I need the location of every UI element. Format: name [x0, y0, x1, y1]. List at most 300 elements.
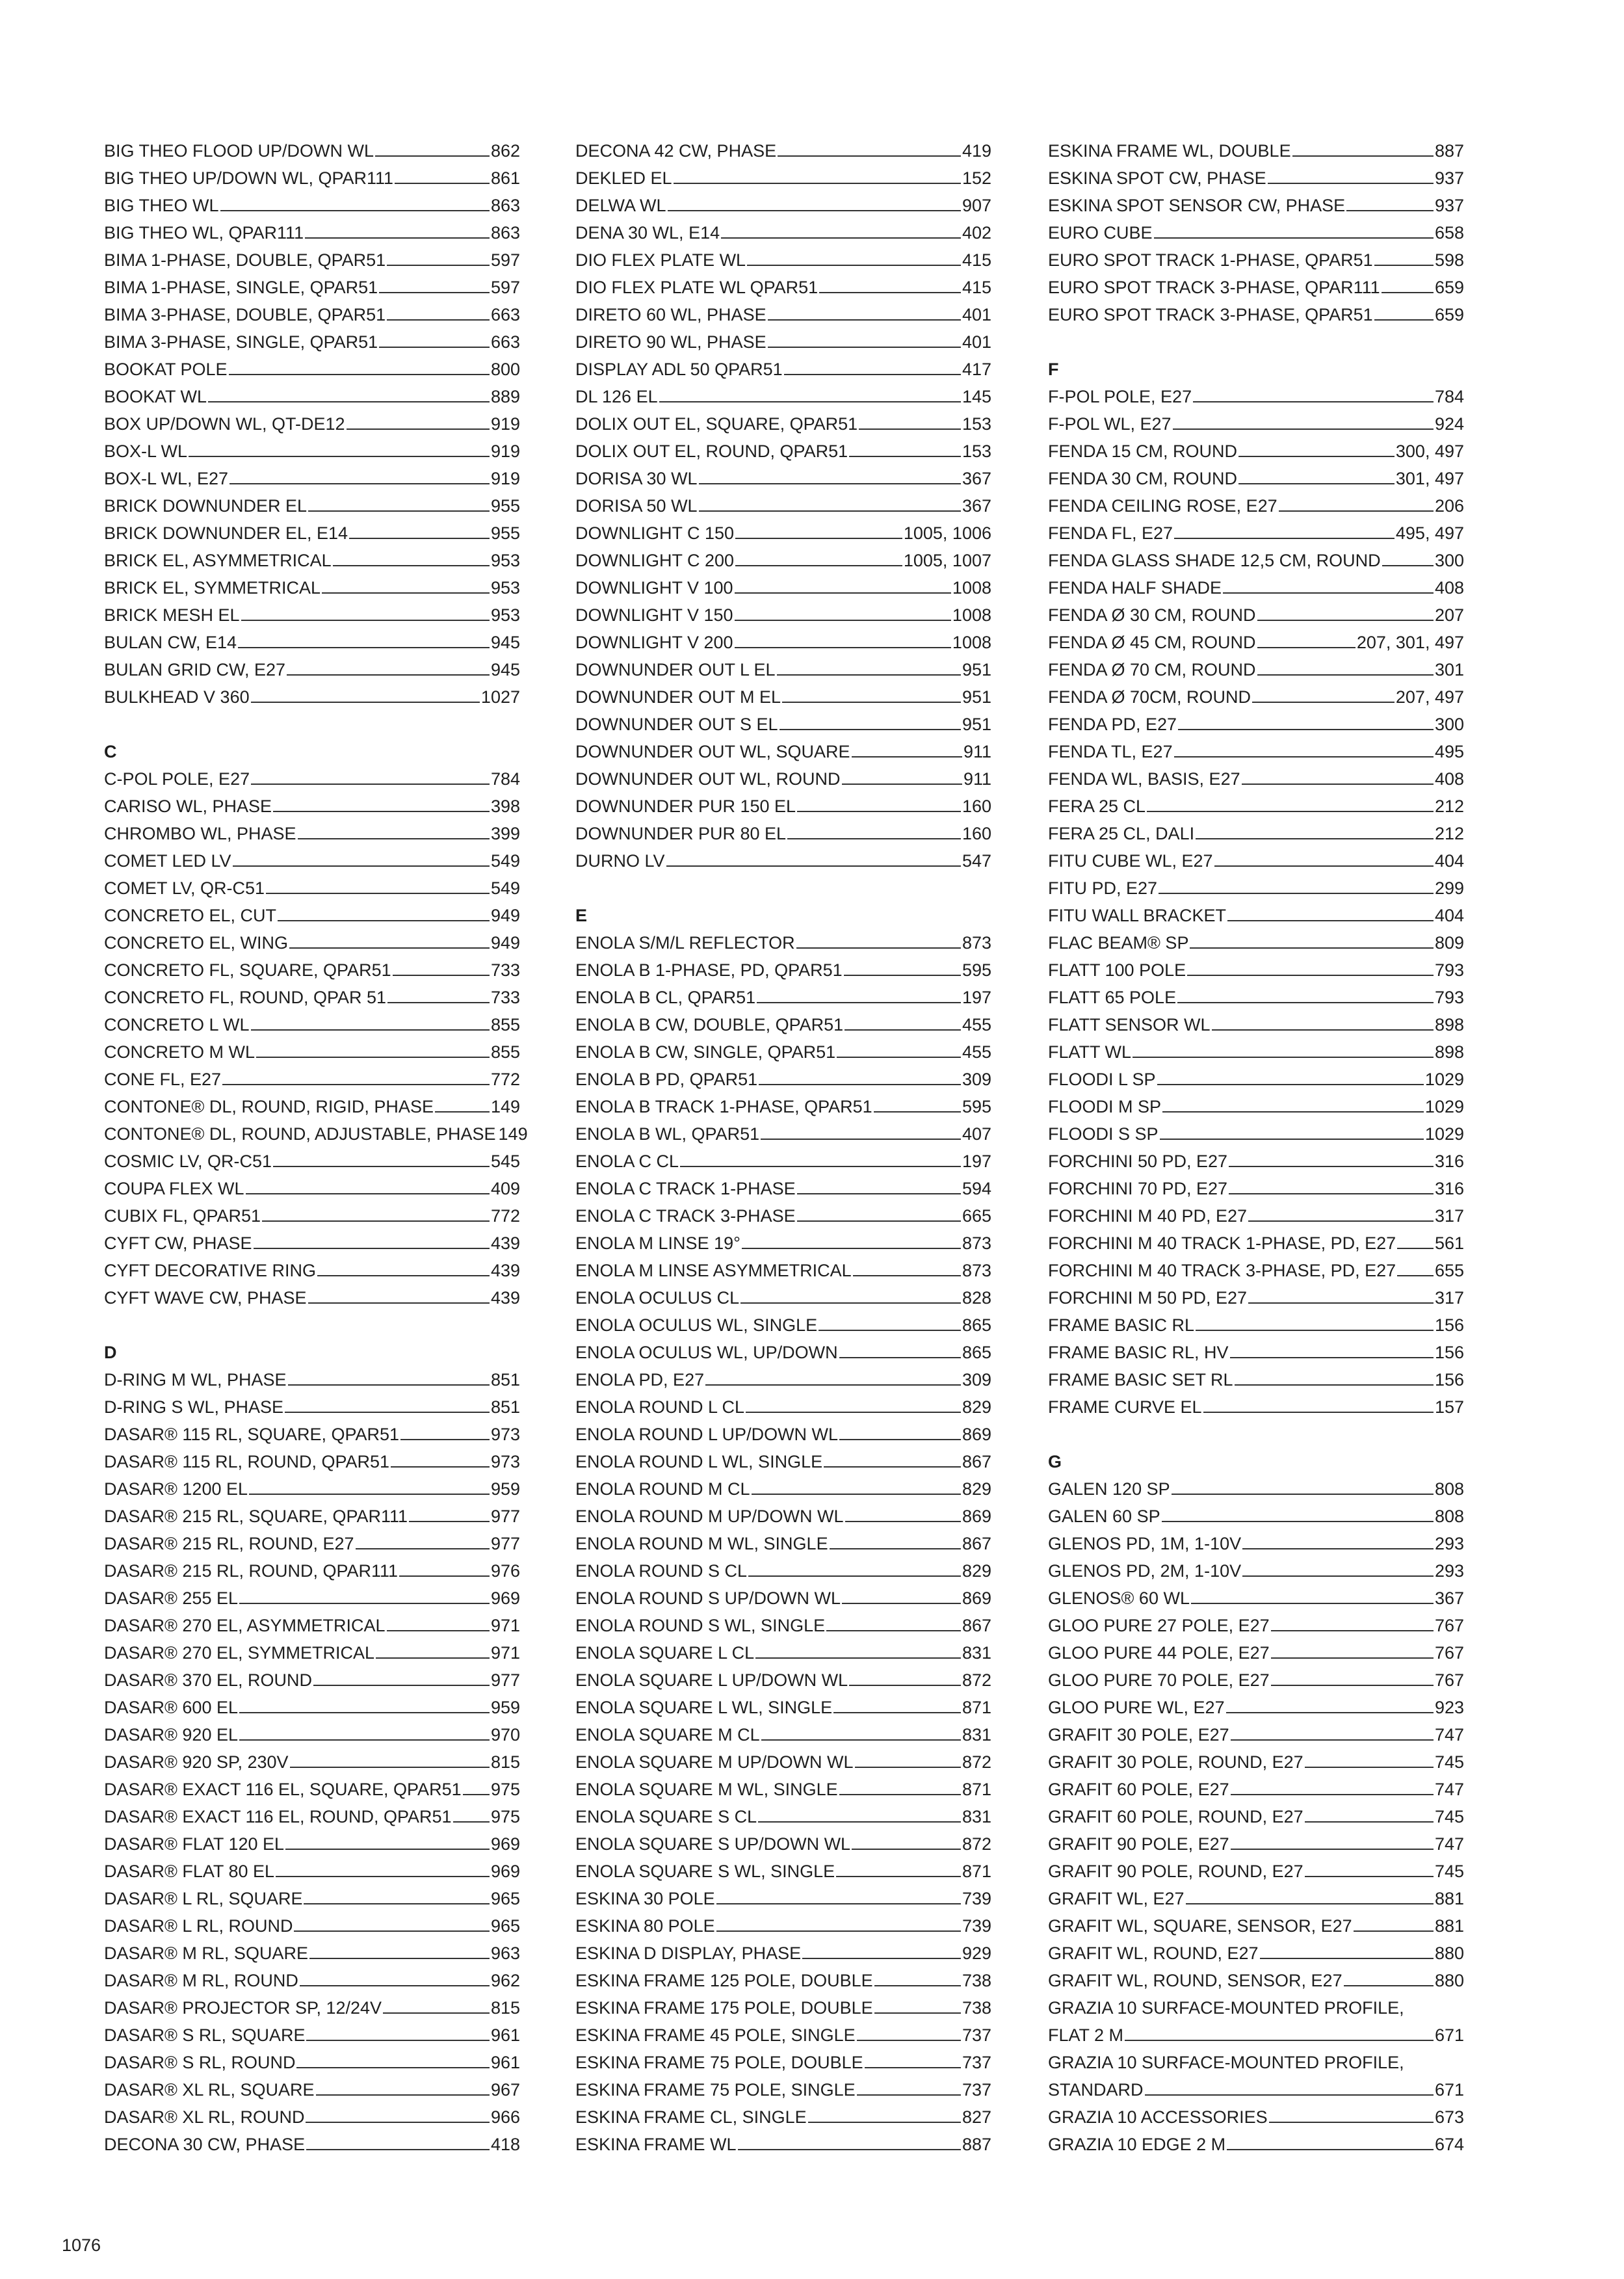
leader-line	[1305, 1858, 1434, 1877]
entry-page: 301	[1434, 660, 1464, 679]
entry-name: D-RING S WL, PHASE	[104, 1397, 284, 1417]
entry-page: 495	[1434, 742, 1464, 761]
entry-name: BOX-L WL, E27	[104, 469, 229, 488]
entry-name: ESKINA SPOT SENSOR CW, PHASE	[1048, 196, 1346, 215]
entry-name: DASAR® PROJECTOR SP, 12/24V	[104, 1998, 382, 2018]
index-entry	[104, 492, 520, 520]
entry-name: BULKHEAD V 360	[104, 687, 250, 707]
index-entry	[1048, 274, 1464, 301]
index-entry	[575, 1639, 991, 1666]
index-column-1	[104, 137, 528, 2158]
entry-name: ENOLA SQUARE M WL, SINGLE	[575, 1780, 838, 1799]
index-entry	[1048, 1666, 1464, 1694]
leader-line	[1354, 1912, 1434, 1932]
leader-line	[254, 1230, 490, 1249]
index-entry	[575, 410, 991, 438]
index-entry	[1048, 1612, 1464, 1639]
entry-name: GRAFIT WL, ROUND, SENSOR, E27	[1048, 1971, 1342, 1990]
entry-page: 1008	[952, 605, 991, 625]
leader-line	[874, 1994, 961, 2014]
entry-page: 975	[490, 1780, 520, 1799]
leader-line	[1174, 738, 1434, 757]
entry-page: 867	[962, 1616, 991, 1635]
entry-name: ENOLA OCULUS WL, SINGLE	[575, 1315, 818, 1335]
index-entry	[104, 793, 520, 820]
entry-page: 951	[962, 660, 991, 679]
entry-name: COUPA FLEX WL	[104, 1179, 244, 1198]
index-entry	[1048, 2131, 1464, 2158]
leader-line	[779, 711, 961, 730]
leader-line	[845, 1503, 961, 1522]
entry-name: CUBIX FL, QPAR51	[104, 1206, 261, 1226]
leader-line	[316, 2076, 490, 2096]
index-entry	[104, 1257, 520, 1284]
entry-page: 784	[490, 769, 520, 789]
entry-page: 808	[1434, 1507, 1464, 1526]
entry-name: GRAZIA 10 SURFACE-MOUNTED PROFILE,	[1048, 2053, 1404, 2072]
leader-line	[857, 2022, 961, 2041]
entry-page: 873	[962, 1233, 991, 1253]
index-entry	[575, 274, 991, 301]
index-entry-line	[1048, 2049, 1464, 2076]
entry-name: CONCRETO FL, ROUND, QPAR 51	[104, 988, 387, 1007]
entry-page: 863	[490, 223, 520, 243]
leader-line	[300, 1967, 490, 1986]
entry-name: GRAFIT WL, SQUARE, SENSOR, E27	[1048, 1916, 1352, 1936]
index-entry	[1048, 410, 1464, 438]
entry-name: GRAFIT 60 POLE, ROUND, E27	[1048, 1807, 1303, 1826]
entry-name: EURO CUBE	[1048, 223, 1153, 243]
entry-page: 971	[490, 1643, 520, 1663]
leader-line	[699, 465, 961, 484]
entry-name: GLOO PURE 44 POLE, E27	[1048, 1643, 1270, 1663]
index-entry-line	[1048, 1994, 1464, 2022]
entry-name: BOOKAT WL	[104, 387, 207, 406]
entry-name: ENOLA B PD, QPAR51	[575, 1070, 758, 1089]
entry-name: COSMIC LV, QR-C51	[104, 1152, 272, 1171]
entry-page: 737	[962, 2025, 991, 2045]
leader-line	[768, 301, 961, 321]
entry-name: ENOLA SQUARE S CL	[575, 1807, 757, 1826]
leader-line	[1271, 1639, 1434, 1659]
entry-page: 808	[1434, 1479, 1464, 1499]
leader-line	[289, 929, 490, 949]
entry-name: DASAR® 1200 EL	[104, 1479, 248, 1499]
index-entry	[575, 383, 991, 410]
entry-name: DASAR® 115 RL, ROUND, QPAR51	[104, 1452, 390, 1471]
entry-name: STANDARD	[1048, 2080, 1144, 2100]
leader-line	[256, 1038, 490, 1058]
entry-page: 953	[490, 551, 520, 570]
index-entry	[575, 738, 991, 765]
index-entry	[104, 956, 520, 984]
entry-name: C-POL POLE, E27	[104, 769, 250, 789]
index-entry	[575, 1038, 991, 1066]
leader-line	[313, 1666, 490, 1686]
entry-name: ENOLA ROUND S WL, SINGLE	[575, 1616, 826, 1635]
entry-page: 549	[490, 851, 520, 871]
entry-page: 659	[1434, 278, 1464, 297]
entry-page: 658	[1434, 223, 1464, 243]
entry-page: 207	[1434, 605, 1464, 625]
entry-name: FLOODI M SP	[1048, 1097, 1162, 1116]
leader-line	[285, 1830, 490, 1850]
index-entry	[104, 601, 520, 629]
entry-page: 1027	[480, 687, 520, 707]
entry-page: 873	[962, 933, 991, 953]
leader-line	[273, 1148, 490, 1167]
leader-line	[1191, 1585, 1434, 1604]
entry-name: FENDA TL, E27	[1048, 742, 1173, 761]
index-entry	[1048, 1885, 1464, 1912]
leader-line	[777, 656, 961, 676]
entry-page: 401	[962, 332, 991, 352]
entry-name: DORISA 30 WL	[575, 469, 698, 488]
leader-line	[802, 1940, 961, 1959]
entry-page: 959	[490, 1479, 520, 1499]
entry-name: CONE FL, E27	[104, 1070, 222, 1089]
leader-line	[298, 820, 490, 839]
leader-line	[819, 1311, 961, 1331]
entry-page: 953	[490, 578, 520, 598]
section-letter: G	[1048, 1452, 1062, 1471]
entry-page: 547	[962, 851, 991, 871]
leader-line	[849, 1666, 961, 1686]
index-entry	[104, 1011, 520, 1038]
entry-name: ENOLA M LINSE ASYMMETRICAL	[575, 1261, 852, 1280]
entry-name: EURO SPOT TRACK 3-PHASE, QPAR51	[1048, 305, 1373, 324]
entry-name: ENOLA ROUND S CL	[575, 1561, 748, 1581]
entry-name: FITU WALL BRACKET	[1048, 906, 1227, 925]
entry-page: 595	[962, 1097, 991, 1116]
entry-page: 955	[490, 523, 520, 543]
index-entry	[1048, 1557, 1464, 1585]
entry-page: 309	[962, 1370, 991, 1390]
index-entry	[104, 902, 520, 929]
index-entry	[104, 547, 520, 574]
index-entry	[104, 1967, 520, 1994]
entry-page: 898	[1434, 1042, 1464, 1062]
index-entry	[1048, 192, 1464, 219]
entry-page: 867	[962, 1452, 991, 1471]
entry-name: FRAME BASIC RL	[1048, 1315, 1195, 1335]
entry-page: 863	[490, 196, 520, 215]
index-entry	[104, 765, 520, 793]
index-entry	[1048, 547, 1464, 574]
index-entry	[104, 1175, 520, 1202]
entry-page: 1008	[952, 633, 991, 652]
index-entry	[104, 219, 520, 246]
entry-page: 402	[962, 223, 991, 243]
leader-line	[222, 1066, 490, 1085]
leader-line	[306, 2131, 490, 2150]
entry-page: 663	[490, 332, 520, 352]
leader-line	[296, 2049, 489, 2068]
leader-line	[755, 1639, 961, 1659]
leader-line	[1177, 984, 1434, 1003]
entry-page: 160	[962, 824, 991, 843]
entry-page: 851	[490, 1397, 520, 1417]
entry-name: DASAR® L RL, ROUND	[104, 1916, 293, 1936]
index-entry	[1048, 1503, 1464, 1530]
entry-page: 156	[1434, 1343, 1464, 1362]
entry-name: DOWNUNDER PUR 150 EL	[575, 797, 796, 816]
index-entry	[575, 1967, 991, 1994]
leader-line	[659, 383, 961, 402]
index-entry	[1048, 711, 1464, 738]
entry-page: 401	[962, 305, 991, 324]
entry-name: ESKINA FRAME 75 POLE, SINGLE	[575, 2080, 856, 2100]
entry-page: 961	[490, 2025, 520, 2045]
index-entry	[575, 301, 991, 328]
index-entry	[104, 1421, 520, 1448]
entry-page: 862	[490, 141, 520, 161]
index-entry	[575, 765, 991, 793]
section-letter: F	[1048, 360, 1059, 379]
entry-page: 949	[490, 933, 520, 953]
entry-page: 212	[1434, 824, 1464, 843]
entry-name: ENOLA ROUND L UP/DOWN WL	[575, 1425, 839, 1444]
index-entry	[104, 1202, 520, 1230]
leader-line	[845, 1011, 961, 1031]
index-entry	[104, 1038, 520, 1066]
entry-name: GALEN 120 SP	[1048, 1479, 1170, 1499]
index-entry	[104, 520, 520, 547]
leader-line	[1279, 492, 1434, 512]
entry-name: DASAR® EXACT 116 EL, SQUARE, QPAR51	[104, 1780, 462, 1799]
index-entry	[1048, 1257, 1464, 1284]
leader-line	[308, 492, 490, 512]
entry-page: 160	[962, 797, 991, 816]
leader-line	[249, 1475, 490, 1495]
leader-line	[839, 1776, 961, 1795]
index-entry	[104, 2131, 520, 2158]
leader-line	[784, 356, 961, 375]
leader-line	[266, 875, 490, 894]
entry-name: DOWNLIGHT V 150	[575, 605, 733, 625]
index-entry	[1048, 1858, 1464, 1885]
leader-line	[747, 246, 961, 266]
entry-page: 867	[962, 1534, 991, 1553]
index-entry	[104, 1120, 528, 1148]
entry-name: BIG THEO FLOOD UP/DOWN WL	[104, 141, 374, 161]
entry-page: 455	[962, 1042, 991, 1062]
index-entry	[104, 574, 520, 601]
entry-page: 561	[1434, 1233, 1464, 1253]
leader-line	[787, 820, 961, 839]
entry-name: DOWNUNDER OUT WL, ROUND	[575, 769, 841, 789]
entry-name: DASAR® FLAT 80 EL	[104, 1862, 274, 1881]
entry-page: 961	[490, 2053, 520, 2072]
entry-page: 407	[962, 1124, 991, 1144]
entry-name: GLENOS® 60 WL	[1048, 1588, 1190, 1608]
leader-line	[399, 1557, 490, 1577]
leader-line	[830, 1530, 961, 1549]
index-entry	[1048, 902, 1464, 929]
entry-page: 793	[1434, 988, 1464, 1007]
leader-line	[1196, 1311, 1434, 1331]
leader-line	[276, 1858, 490, 1877]
entry-name: ENOLA B CW, SINGLE, QPAR51	[575, 1042, 836, 1062]
leader-line	[699, 492, 961, 512]
entry-page: 872	[962, 1752, 991, 1772]
entry-page: 937	[1434, 196, 1464, 215]
index-entry	[104, 1803, 520, 1830]
entry-page: 829	[962, 1561, 991, 1581]
index-entry	[1048, 1284, 1464, 1311]
entry-page: 455	[962, 1015, 991, 1034]
index-entry	[575, 984, 991, 1011]
leader-line	[778, 137, 961, 157]
index-entry	[1048, 2022, 1464, 2049]
index-entry	[1048, 1776, 1464, 1803]
leader-line	[333, 547, 490, 566]
entry-name: ENOLA B TRACK 1-PHASE, QPAR51	[575, 1097, 872, 1116]
entry-name: CONCRETO EL, CUT	[104, 906, 277, 925]
entry-name: CARISO WL, PHASE	[104, 797, 272, 816]
entry-name: ESKINA 80 POLE	[575, 1916, 715, 1936]
entry-page: 367	[962, 469, 991, 488]
index-entry	[104, 1557, 520, 1585]
leader-line	[842, 765, 962, 785]
entry-name: DASAR® S RL, ROUND	[104, 2053, 296, 2072]
leader-line	[1203, 1393, 1434, 1413]
index-entry	[1048, 465, 1464, 492]
index-entry	[104, 1912, 520, 1940]
entry-page: 293	[1434, 1534, 1464, 1553]
entry-page: 597	[490, 278, 520, 297]
entry-name: DOLIX OUT EL, SQUARE, QPAR51	[575, 414, 858, 434]
section-letter: D	[104, 1343, 117, 1362]
index-entry	[104, 929, 520, 956]
entry-page: 959	[490, 1698, 520, 1717]
index-entry	[1048, 1093, 1464, 1120]
index-entry	[104, 1503, 520, 1530]
entry-page: 919	[490, 414, 520, 434]
index-entry	[575, 1393, 991, 1421]
entry-name: BRICK MESH EL	[104, 605, 240, 625]
entry-name: FENDA PD, E27	[1048, 715, 1177, 734]
entry-page: 977	[490, 1507, 520, 1526]
leader-line	[1186, 1885, 1434, 1904]
entry-page: 967	[490, 2080, 520, 2100]
index-entry	[1048, 2076, 1464, 2103]
index-entry	[1048, 956, 1464, 984]
entry-page: 869	[962, 1588, 991, 1608]
index-entry	[575, 1530, 991, 1557]
leader-line	[752, 1475, 961, 1495]
index-entry	[1048, 165, 1464, 192]
index-entry	[1048, 137, 1464, 165]
leader-line	[317, 1257, 490, 1276]
leader-line	[1133, 1038, 1434, 1058]
entry-page: 929	[962, 1943, 991, 1963]
leader-line	[1231, 1830, 1434, 1850]
entry-name: DOWNUNDER OUT WL, SQUARE	[575, 742, 850, 761]
entry-name: ENOLA B 1-PHASE, PD, QPAR51	[575, 960, 843, 980]
entry-page: 869	[962, 1507, 991, 1526]
leader-line	[229, 356, 490, 375]
leader-line	[1248, 1284, 1434, 1304]
entry-name: DASAR® 370 EL, ROUND	[104, 1670, 312, 1690]
index-entry	[104, 1585, 520, 1612]
entry-name: FLATT SENSOR WL	[1048, 1015, 1211, 1034]
entry-page: 865	[962, 1343, 991, 1362]
index-entry	[104, 1830, 520, 1858]
leader-line	[674, 165, 961, 184]
entry-page: 880	[1434, 1971, 1464, 1990]
leader-line	[758, 1803, 961, 1823]
leader-line	[1238, 465, 1395, 484]
entry-page: 962	[490, 1971, 520, 1990]
index-entry	[104, 2076, 520, 2103]
entry-name: FORCHINI M 40 PD, E27	[1048, 1206, 1248, 1226]
index-entry	[575, 1366, 991, 1393]
entry-page: 207, 497	[1395, 687, 1464, 707]
entry-name: DELWA WL	[575, 196, 666, 215]
entry-page: 924	[1434, 414, 1464, 434]
index-entry	[575, 820, 991, 847]
index-entry	[575, 1694, 991, 1721]
entry-page: 655	[1434, 1261, 1464, 1280]
entry-page: 317	[1434, 1288, 1464, 1308]
entry-page: 739	[962, 1889, 991, 1908]
entry-page: 674	[1434, 2135, 1464, 2154]
entry-page: 404	[1434, 851, 1464, 871]
index-entry	[1048, 1967, 1464, 1994]
index-entry	[575, 1448, 991, 1475]
entry-name: FLOODI L SP	[1048, 1070, 1156, 1089]
spacer	[104, 711, 520, 738]
entry-name: DOWNUNDER PUR 80 EL	[575, 824, 787, 843]
leader-line	[782, 683, 961, 703]
entry-name: FENDA 30 CM, ROUND	[1048, 469, 1238, 488]
entry-page: 966	[490, 2107, 520, 2127]
index-entry	[1048, 738, 1464, 765]
leader-line	[824, 1448, 961, 1468]
leader-line	[1229, 1148, 1434, 1167]
leader-line	[233, 847, 490, 867]
index-entry	[1048, 2103, 1464, 2131]
entry-page: 784	[1434, 387, 1464, 406]
entry-page: 873	[962, 1261, 991, 1280]
leader-line	[1242, 765, 1434, 785]
leader-line	[836, 1858, 961, 1877]
entry-name: BIMA 1-PHASE, SINGLE, QPAR51	[104, 278, 378, 297]
leader-line	[347, 410, 490, 430]
index-entry	[575, 1858, 991, 1885]
entry-page: 745	[1434, 1807, 1464, 1826]
index-entry	[575, 793, 991, 820]
leader-line	[1374, 301, 1434, 321]
leader-line	[1292, 137, 1434, 157]
entry-name: ENOLA C TRACK 1-PHASE	[575, 1179, 796, 1198]
entry-name: FENDA Ø 70 CM, ROUND	[1048, 660, 1256, 679]
index-entry	[575, 656, 991, 683]
entry-name: FENDA CEILING ROSE, E27	[1048, 496, 1277, 516]
index-entry	[104, 1066, 520, 1093]
index-entry	[575, 574, 991, 601]
entry-page: 829	[962, 1479, 991, 1499]
entry-name: DECONA 42 CW, PHASE	[575, 141, 777, 161]
leader-line	[852, 738, 962, 757]
leader-line	[1257, 601, 1434, 621]
leader-line	[1397, 1257, 1434, 1276]
entry-name: ENOLA SQUARE L WL, SINGLE	[575, 1698, 833, 1717]
leader-line	[839, 1421, 961, 1440]
entry-page: 733	[490, 988, 520, 1007]
leader-line	[1160, 1120, 1424, 1140]
